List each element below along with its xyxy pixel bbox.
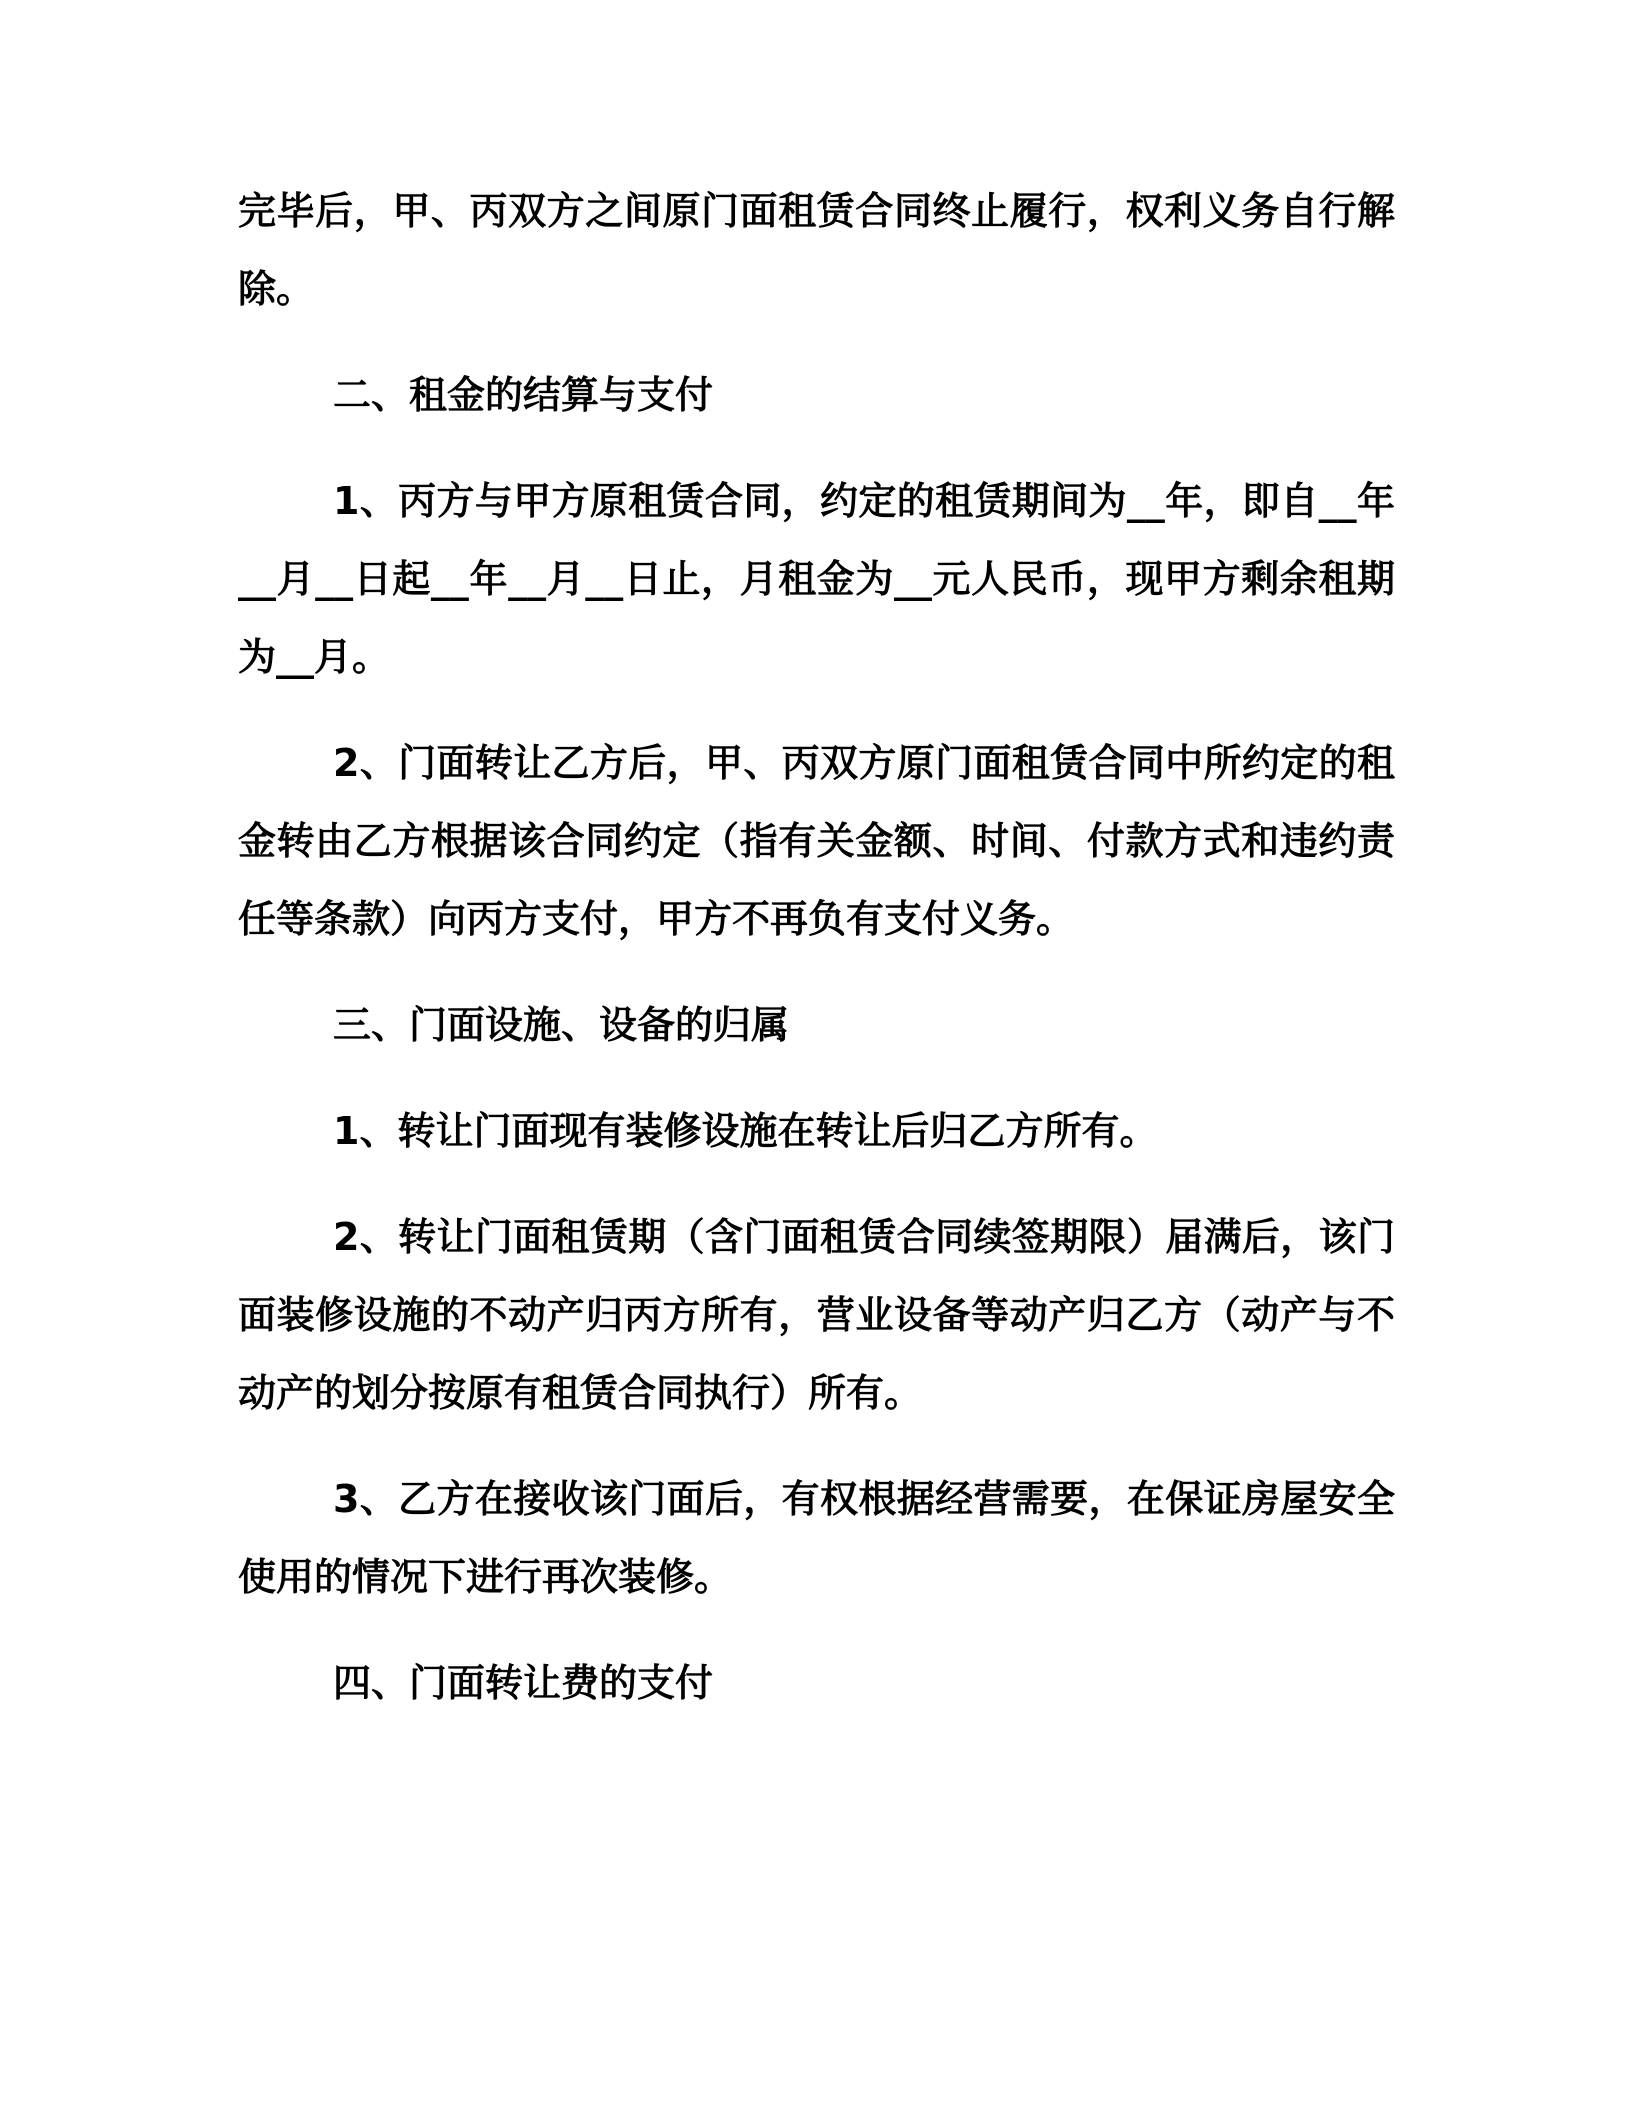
paragraph-section-3-item-3 (238, 1460, 1395, 1616)
contract-line: 2、门面转让乙方后，甲、丙双方原门面租赁合同中所约定的租 (333, 741, 1395, 785)
contract-line: 使用的情况下进行再次装修。 (238, 1555, 733, 1599)
section-heading: 二、租金的结算与支付 (333, 373, 714, 417)
contract-line: 1、丙方与甲方原租赁合同，约定的租赁期间为__年，即自__年 (333, 479, 1395, 523)
contract-line: 2、转让门面租赁期（含门面租赁合同续签期限）届满后，该门 (333, 1215, 1395, 1259)
contract-line: 面装修设施的不动产归丙方所有，营业设备等动产归乙方（动产与不 (238, 1293, 1395, 1337)
paragraph-section-2-item-1 (238, 462, 1395, 696)
paragraph-section-2-heading (238, 356, 1395, 434)
paragraph-section-3-item-1 (238, 1092, 1395, 1170)
contract-line: 3、乙方在接收该门面后，有权根据经营需要，在保证房屋安全 (333, 1477, 1395, 1521)
paragraph-section-4-heading (238, 1644, 1395, 1722)
contract-line: 任等条款）向丙方支付，甲方不再负有支付义务。 (238, 897, 1075, 941)
contract-line: 动产的划分按原有租赁合同执行）所有。 (238, 1371, 923, 1415)
paragraph-section-2-item-2 (238, 724, 1395, 958)
paragraph-section-3-item-2 (238, 1198, 1395, 1432)
paragraph-section-3-heading (238, 986, 1395, 1064)
section-heading: 四、门面转让费的支付 (333, 1661, 714, 1705)
contract-line: 完毕后，甲、丙双方之间原门面租赁合同终止履行，权利义务自行解 (238, 189, 1395, 233)
contract-line: 金转由乙方根据该合同约定（指有关金额、时间、付款方式和违约责 (238, 819, 1395, 863)
section-heading: 三、门面设施、设备的归属 (333, 1003, 790, 1047)
contract-line: __月__日起__年__月__日止，月租金为__元人民币，现甲方剩余租期 (238, 557, 1395, 601)
contract-line: 除。 (238, 267, 315, 311)
contract-line: 1、转让门面现有装修设施在转让后归乙方所有。 (333, 1109, 1158, 1153)
contract-line: 为__月。 (238, 635, 391, 679)
paragraph-clause-continuation (238, 172, 1395, 328)
